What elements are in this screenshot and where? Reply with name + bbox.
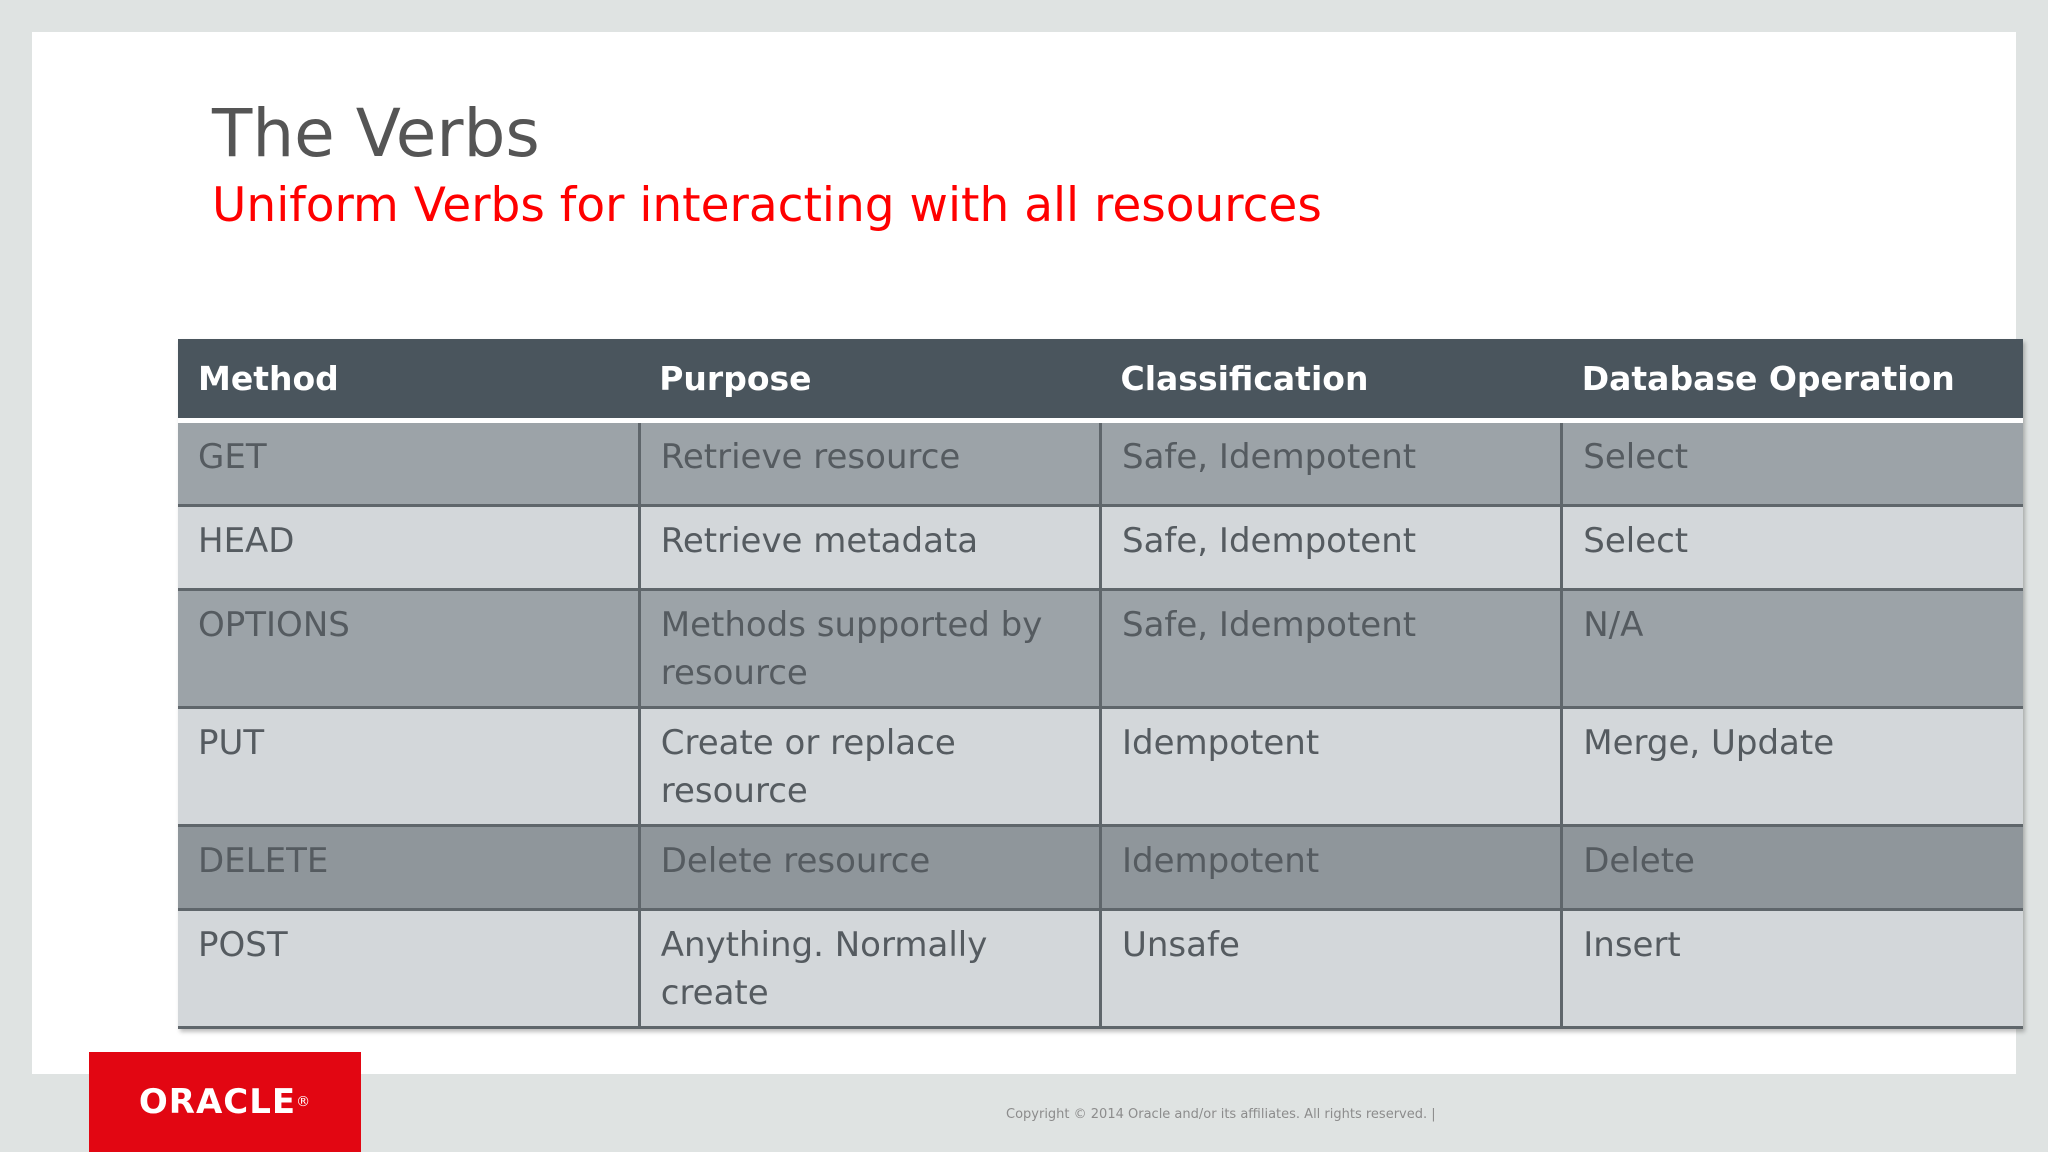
logo-text: ORACLE [138, 1082, 297, 1122]
cell-classification: Idempotent [1101, 826, 1562, 910]
cell-database-operation: Delete [1562, 826, 2023, 910]
cell-classification: Idempotent [1101, 708, 1562, 826]
cell-classification: Unsafe [1101, 910, 1562, 1028]
cell-purpose: Anything. Normally create [639, 910, 1100, 1028]
header-purpose: Purpose [639, 339, 1100, 421]
slide-subtitle: Uniform Verbs for interacting with all resources [212, 178, 1322, 233]
cell-method: GET [178, 421, 639, 506]
header-classification: Classification [1101, 339, 1562, 421]
cell-method: POST [178, 910, 639, 1028]
header-method: Method [178, 339, 639, 421]
cell-method: OPTIONS [178, 590, 639, 708]
copyright-footer: Copyright © 2014 Oracle and/or its affiliates. All rights reserved. | [1006, 1107, 1436, 1122]
oracle-logo [89, 1052, 361, 1152]
cell-method: PUT [178, 708, 639, 826]
cell-purpose: Methods supported by resource [639, 590, 1100, 708]
cell-database-operation: Merge, Update [1562, 708, 2023, 826]
table-row [178, 708, 2023, 826]
table-row [178, 910, 2023, 1028]
cell-purpose: Create or replace resource [639, 708, 1100, 826]
cell-method: HEAD [178, 506, 639, 590]
cell-classification: Safe, Idempotent [1101, 421, 1562, 506]
cell-database-operation: Insert [1562, 910, 2023, 1028]
registered-mark: ® [296, 1094, 312, 1110]
cell-database-operation: N/A [1562, 590, 2023, 708]
cell-purpose: Delete resource [639, 826, 1100, 910]
cell-purpose: Retrieve metadata [639, 506, 1100, 590]
cell-database-operation: Select [1562, 506, 2023, 590]
verbs-table [178, 339, 2023, 1029]
cell-classification: Safe, Idempotent [1101, 590, 1562, 708]
table-row [178, 590, 2023, 708]
table-row [178, 506, 2023, 590]
cell-classification: Safe, Idempotent [1101, 506, 1562, 590]
table-row [178, 421, 2023, 506]
cell-purpose: Retrieve resource [639, 421, 1100, 506]
table-header-row [178, 339, 2023, 421]
table-row [178, 826, 2023, 910]
header-database-operation: Database Operation [1562, 339, 2023, 421]
slide-title: The Verbs [212, 95, 540, 172]
cell-method: DELETE [178, 826, 639, 910]
cell-database-operation: Select [1562, 421, 2023, 506]
